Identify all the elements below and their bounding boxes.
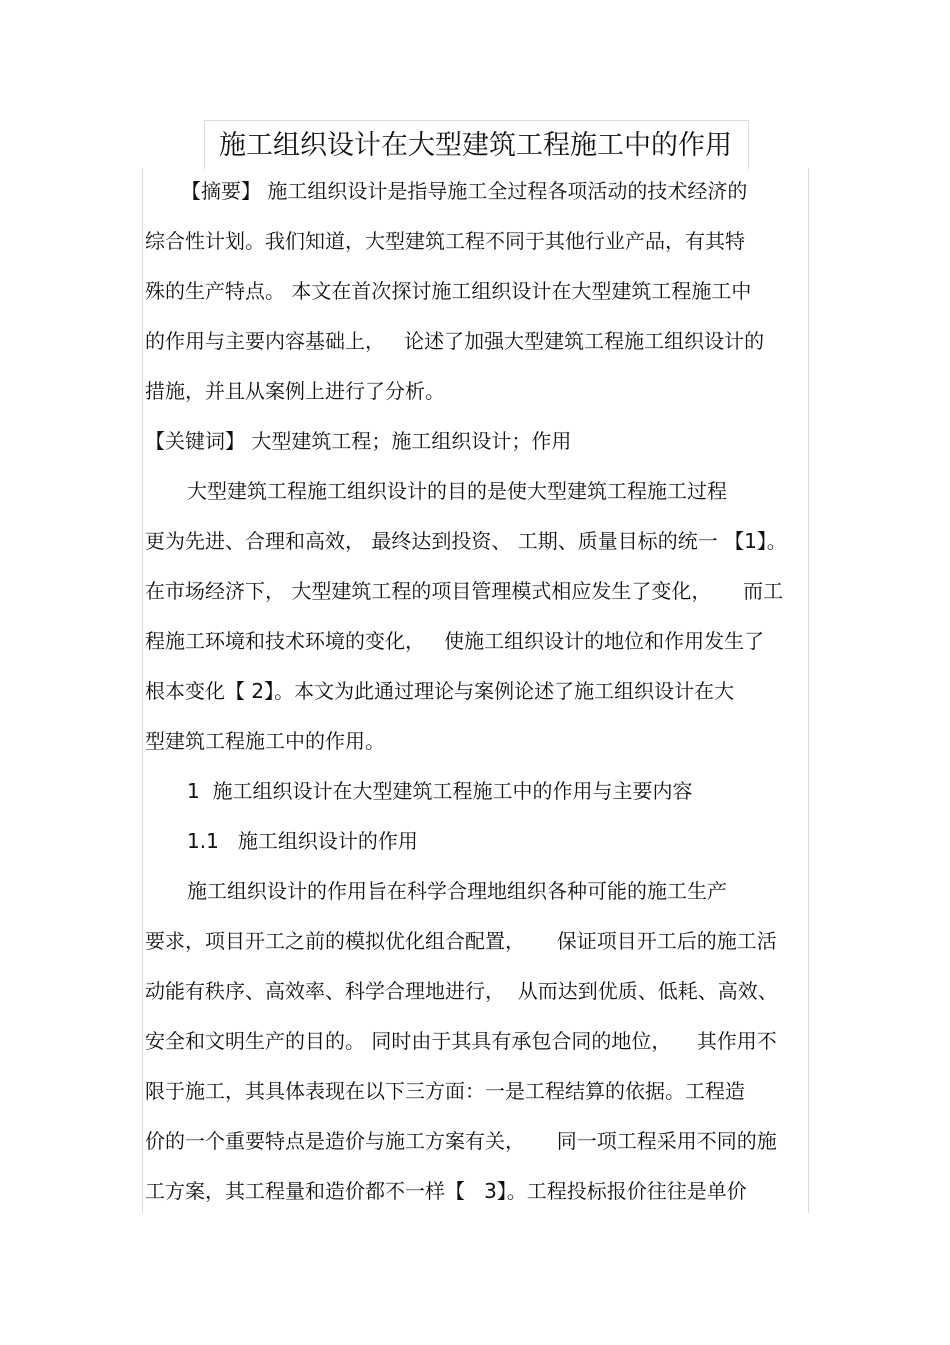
body-line: 在市场经济下， 大型建筑工程的项目管理模式相应发生了变化， 而工 [145, 579, 784, 603]
body-line: 动能有秩序、高效率、科学合理地进行， 从而达到优质、低耗、高效、 [145, 979, 778, 1003]
body-line: 价的一个重要特点是造价与施工方案有关， 同一项工程采用不同的施 [145, 1129, 777, 1153]
body-line: 限于施工，其具体表现在以下三方面：一是工程结算的依据。工程造 [145, 1079, 745, 1103]
body-line: 程施工环境和技术环境的变化， 使施工组织设计的地位和作用发生了 [145, 629, 765, 653]
section-heading: 1 施工组织设计在大型建筑工程施工中的作用与主要内容 [187, 779, 693, 803]
abstract-line: 综合性计划。我们知道，大型建筑工程不同于其他行业产品，有其特 [145, 229, 745, 253]
body-line: 施工组织设计的作用旨在科学合理地组织各种可能的施工生产 [187, 879, 727, 903]
body-line: 安全和文明生产的目的。 同时由于其具有承包合同的地位， 其作用不 [145, 1029, 777, 1053]
body-line: 型建筑工程施工中的作用。 [145, 729, 385, 753]
abstract-line: 措施，并且从案例上进行了分析。 [145, 379, 445, 403]
subsection-heading: 1.1 施工组织设计的作用 [187, 829, 418, 853]
body-line: 要求，项目开工之前的模拟优化组合配置， 保证项目开工后的施工活 [145, 929, 777, 953]
abstract-line: 的作用与主要内容基础上， 论述了加强大型建筑工程施工组织设计的 [145, 329, 765, 353]
keywords-line: 【关键词】 大型建筑工程；施工组织设计；作用 [145, 429, 572, 453]
document-title: 施工组织设计在大型建筑工程施工中的作用 [219, 130, 732, 161]
body-line: 大型建筑工程施工组织设计的目的是使大型建筑工程施工过程 [187, 479, 727, 503]
abstract-line: 【摘要】 施工组织设计是指导施工全过程各项活动的技术经济的 [181, 179, 748, 203]
abstract-line: 殊的生产特点。 本文在首次探讨施工组织设计在大型建筑工程施工中 [145, 279, 752, 303]
body-line: 更为先进、合理和高效， 最终达到投资、 工期、质量目标的统一 【1】。 [145, 529, 787, 553]
body-line: 工方案，其工程量和造价都不一样【 3】。工程投标报价往往是单价 [145, 1179, 747, 1203]
body-line: 根本变化【 2】。本文为此通过理论与案例论述了施工组织设计在大 [145, 679, 735, 703]
